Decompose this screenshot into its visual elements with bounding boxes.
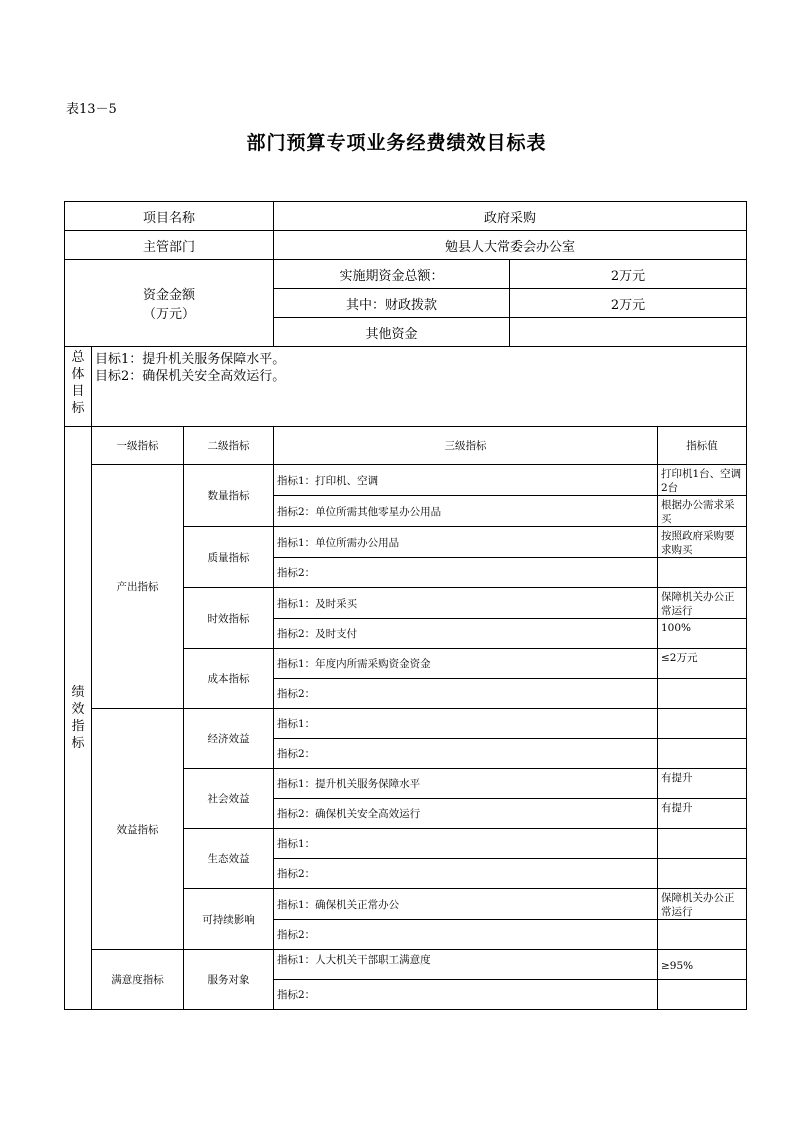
project-name-label: 项目名称 (65, 202, 274, 231)
indicator-value (658, 739, 747, 769)
service-target-label: 服务对象 (184, 950, 274, 1010)
indicator-value (658, 558, 747, 588)
header-value: 指标值 (658, 427, 747, 465)
indicator-value (658, 859, 747, 889)
indicator-value: 100% (658, 619, 747, 649)
goal-item: 目标1：提升机关服务保障水平。 (95, 352, 286, 367)
indicator-text: 指标1：打印机、空调 (274, 465, 658, 496)
overall-goals-label-text: 总 体 目 标 (71, 350, 85, 416)
goal-item: 目标2：确保机关安全高效运行。 (95, 369, 286, 384)
indicator-text: 指标2： (274, 980, 658, 1010)
indicator-text: 指标2： (274, 558, 658, 588)
satisfaction-indicators-label: 满意度指标 (92, 950, 184, 1010)
funds-total-label: 实施期资金总额： (274, 260, 510, 289)
indicator-value (658, 920, 747, 950)
indicator-value: 有提升 (658, 769, 747, 799)
indicator-text: 指标2：确保机关安全高效运行 (274, 799, 658, 829)
indicator-text: 指标2：及时支付 (274, 619, 658, 649)
department-label: 主管部门 (65, 231, 274, 260)
indicator-text: 指标1：人大机关干部职工满意度 (274, 950, 658, 980)
indicator-value (658, 709, 747, 739)
indicator-text: 指标1：年度内所需采购资金资金 (274, 649, 658, 679)
indicator-text: 指标2： (274, 739, 658, 769)
indicator-header-row (65, 427, 747, 465)
indicator-text: 指标1：及时采买 (274, 588, 658, 619)
indicator-value: 根据办公需求采买 (658, 496, 747, 527)
indicator-value (658, 679, 747, 709)
funds-label-cell (65, 260, 274, 347)
project-name-value: 政府采购 (274, 202, 747, 231)
indicator-text: 指标1：确保机关正常办公 (274, 889, 658, 920)
indicator-value: 按照政府采购要求购买 (658, 527, 747, 558)
indicator-value: 保障机关办公正常运行 (658, 588, 747, 619)
page-title: 部门预算专项业务经费绩效目标表 (246, 132, 547, 154)
ecological-benefit-label: 生态效益 (184, 829, 274, 889)
quantity-indicator-label: 数量指标 (184, 465, 274, 527)
performance-indicators-label-text: 绩 效 指 标 (71, 685, 85, 751)
indicator-text: 指标1： (274, 709, 658, 739)
indicator-value: 保障机关办公正常运行 (658, 889, 747, 920)
overall-goals-content (92, 347, 747, 427)
department-row (65, 231, 747, 260)
quality-indicator-label: 质量指标 (184, 527, 274, 588)
social-benefit-label: 社会效益 (184, 769, 274, 829)
funds-other-label: 其他资金 (274, 318, 510, 347)
funds-fiscal-value: 2万元 (510, 289, 747, 318)
department-value: 勉县人大常委会办公室 (274, 231, 747, 260)
table-row (65, 709, 747, 739)
indicator-value: ≥95% (658, 950, 747, 980)
indicator-text: 指标2： (274, 859, 658, 889)
overall-goals-label (65, 347, 92, 427)
funds-fiscal-label: 其中：财政拨款 (274, 289, 510, 318)
table-row (65, 950, 747, 980)
indicator-text: 指标2： (274, 679, 658, 709)
table-row (65, 465, 747, 496)
header-level1: 一级指标 (92, 427, 184, 465)
header-level2: 二级指标 (184, 427, 274, 465)
indicator-value (658, 980, 747, 1010)
funds-unit: （万元） (142, 307, 195, 322)
funds-label: 资金金额 (142, 288, 195, 303)
performance-indicators-label (65, 427, 92, 1010)
indicator-text: 指标1： (274, 829, 658, 859)
indicator-value: ≤2万元 (658, 649, 747, 679)
indicator-value: 打印机1台、空调2台 (658, 465, 747, 496)
indicator-text: 指标2： (274, 920, 658, 950)
performance-target-table (64, 201, 747, 1010)
header-level3: 三级指标 (274, 427, 658, 465)
economic-benefit-label: 经济效益 (184, 709, 274, 769)
indicator-value (658, 829, 747, 859)
sustainable-impact-label: 可持续影响 (184, 889, 274, 950)
funds-total-row (65, 260, 747, 289)
output-indicators-label: 产出指标 (92, 465, 184, 709)
funds-total-value: 2万元 (510, 260, 747, 289)
indicator-text: 指标1：提升机关服务保障水平 (274, 769, 658, 799)
timeliness-indicator-label: 时效指标 (184, 588, 274, 649)
indicator-text: 指标2：单位所需其他零星办公用品 (274, 496, 658, 527)
indicator-text: 指标1：单位所需办公用品 (274, 527, 658, 558)
funds-other-value (510, 318, 747, 347)
cost-indicator-label: 成本指标 (184, 649, 274, 709)
benefit-indicators-label: 效益指标 (92, 709, 184, 950)
table-number: 表13－5 (66, 102, 117, 117)
indicator-value: 有提升 (658, 799, 747, 829)
overall-goals-row (65, 347, 747, 427)
project-name-row (65, 202, 747, 231)
